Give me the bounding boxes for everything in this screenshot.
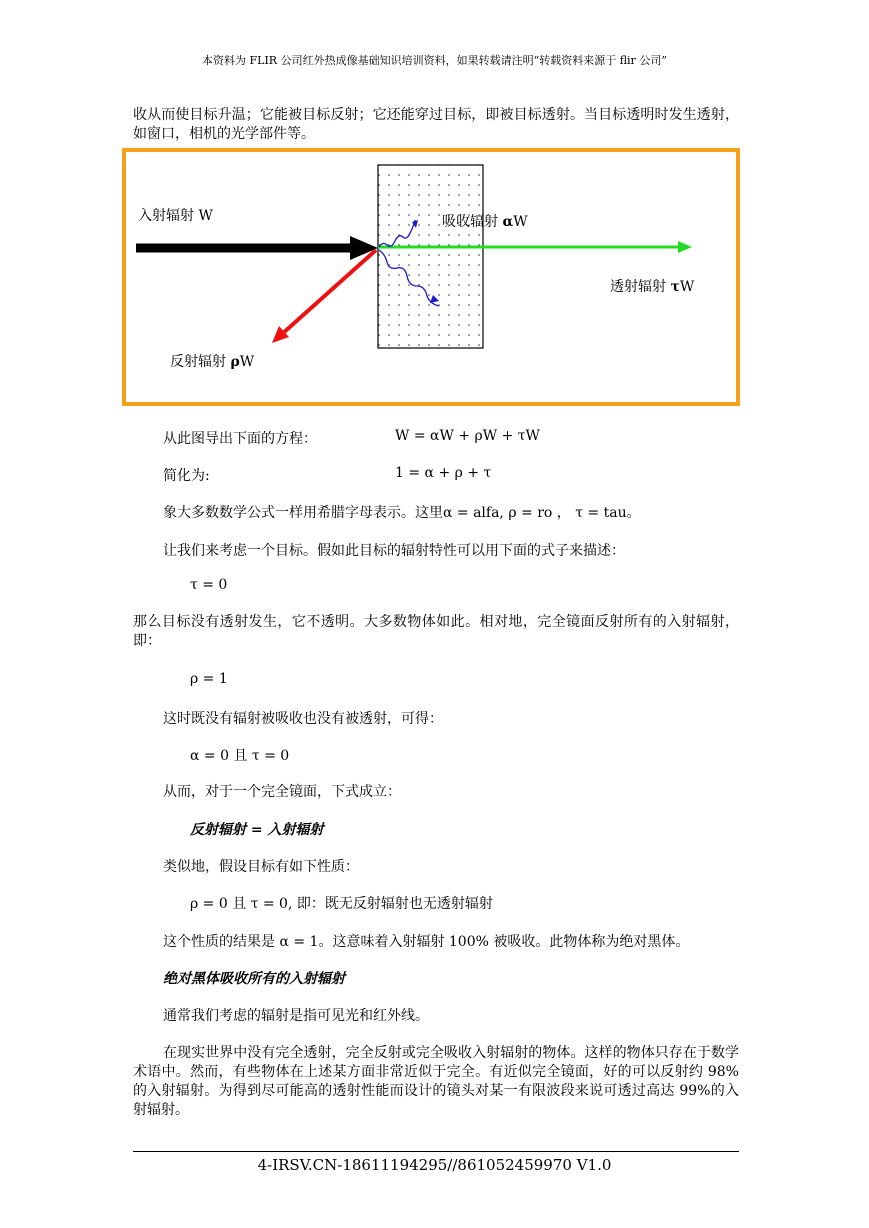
rho-one-formula: ρ = 1 (190, 671, 228, 687)
real-world-paragraph: 在现实世界中没有完全透射，完全反射或完全吸收入射辐射的物体。这样的物体只存在于数学术语中。然而，有些物体在上述某方面非常近似于完全。有近似完全镜面，好的可以反射约 98%的入射辐射。为得到尽可能高的透射性能而设计的镜头对某一有限波段来说可透过高达 99%的入射辐射。 (133, 1045, 739, 1118)
simplify-label: 简化为: (163, 468, 210, 484)
incident-arrowhead (350, 236, 378, 260)
simplify-equation: 1 = α + ρ + τ (395, 465, 492, 481)
mirror-rule: 反射辐射 = 入射辐射 (190, 822, 324, 838)
blackbody-rule: 绝对黑体吸收所有的入射辐射 (163, 971, 345, 987)
intro-paragraph: 收从而使目标升温；它能被目标反射；它还能穿过目标，即被目标透射。当目标透明时发生透射，如窗口，相机的光学部件等。 (133, 107, 739, 142)
alpha-one-sentence: 这个性质的结果是 α = 1。这意味着入射辐射 100% 被吸收。此物体称为绝对黑体。 (163, 934, 690, 950)
transmitted-label: 透射辐射 τW (610, 279, 695, 295)
target-slab (378, 165, 483, 348)
usually-sentence: 通常我们考虑的辐射是指可见光和红外线。 (163, 1008, 429, 1024)
rho-tau-zero-formula: ρ = 0 且 τ = 0, 即：既无反射辐射也无透射辐射 (190, 896, 493, 912)
page-header-note: 本资料为 FLIR 公司红外热成像基础知识培训资料，如果转载请注明“转载资料来源于 flir 公司” (202, 54, 667, 67)
footer-text: 4-IRSV.CN-18611194295//861052459970 V1.0 (257, 1156, 612, 1174)
footer-divider (133, 1151, 739, 1152)
derive-equation: W = αW + ρW + τW (395, 428, 540, 444)
tau-zero-formula: τ = 0 (190, 577, 228, 593)
consider-sentence: 让我们来考虑一个目标。假如此目标的辐射特性可以用下面的式子来描述： (163, 543, 625, 559)
alpha-tau-zero-formula: α = 0 且 τ = 0 (190, 748, 290, 764)
greek-note: 象大多数数学公式一样用希腊字母表示。这里α = alfa, ρ = ro ， τ = tau。 (163, 505, 641, 521)
derive-label: 从此图导出下面的方程： (163, 431, 317, 447)
incident-label: 入射辐射 W (138, 208, 213, 224)
opaque-paragraph: 那么目标没有透射发生，它不透明。大多数物体如此。相对地，完全镜面反射所有的入射辐射，即： (133, 614, 739, 649)
transmitted-arrowhead (678, 241, 692, 253)
neither-sentence: 这时既没有辐射被吸收也没有被透射，可得： (163, 711, 443, 727)
mirror-intro: 从而，对于一个完全镜面，下式成立： (163, 784, 401, 800)
reflected-label: 反射辐射 ρW (170, 354, 255, 370)
similar-sentence: 类似地，假设目标有如下性质： (163, 859, 359, 875)
reflected-arrow (282, 250, 376, 334)
absorbed-label: 吸收辐射 αW (442, 214, 528, 230)
